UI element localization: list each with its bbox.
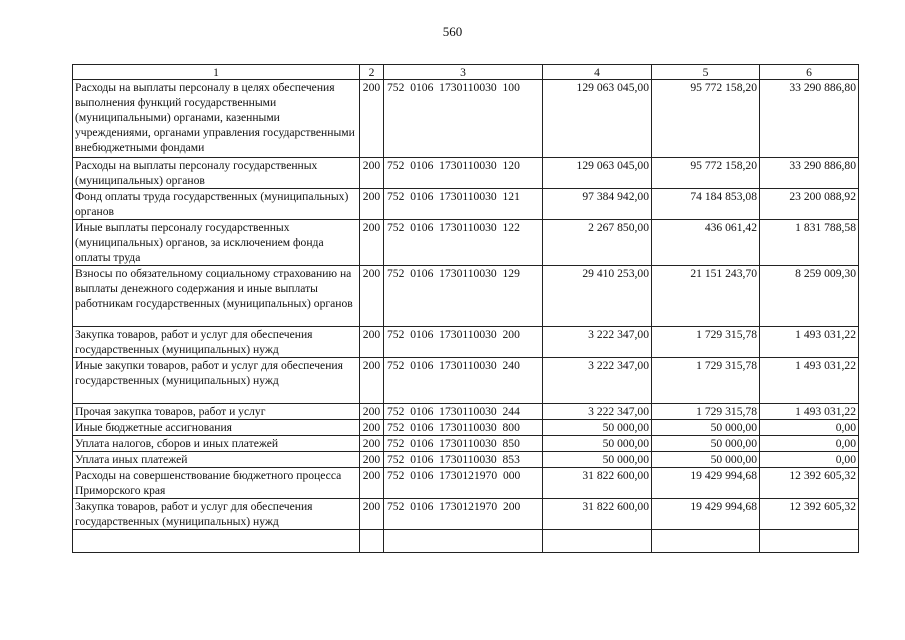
- row-code-cell: 200: [360, 266, 384, 327]
- table-row: [73, 220, 859, 266]
- row-value-col6-cell: 12 392 605,32: [760, 499, 859, 530]
- empty-cell: [384, 530, 543, 553]
- row-code-cell: 200: [360, 80, 384, 158]
- row-value-col4-cell: 50 000,00: [543, 420, 652, 436]
- table-row: [73, 189, 859, 220]
- row-name-cell: Уплата налогов, сборов и иных платежей: [73, 436, 360, 452]
- row-name-cell: Закупка товаров, работ и услуг для обеспечения государственных (муниципальных) нужд: [73, 499, 360, 530]
- row-name-cell: Закупка товаров, работ и услуг для обеспечения государственных (муниципальных) нужд: [73, 327, 360, 358]
- empty-cell: [543, 530, 652, 553]
- row-classification-cell: 752 0106 1730110030 121: [384, 189, 543, 220]
- row-name-cell: Расходы на выплаты персоналу в целях обеспечения выполнения функций государственными (муниципальными) органами, казенными учреждениями, органами управления государственными внебюджетными фондами: [73, 80, 360, 158]
- row-value-col4-cell: 3 222 347,00: [543, 327, 652, 358]
- row-value-col5-cell: 21 151 243,70: [652, 266, 760, 327]
- row-name-cell: Уплата иных платежей: [73, 452, 360, 468]
- row-code-cell: 200: [360, 158, 384, 189]
- row-value-col4-cell: 29 410 253,00: [543, 266, 652, 327]
- row-value-col4-cell: 50 000,00: [543, 452, 652, 468]
- row-value-col5-cell: 1 729 315,78: [652, 327, 760, 358]
- row-value-col6-cell: 1 493 031,22: [760, 358, 859, 404]
- row-value-col5-cell: 1 729 315,78: [652, 358, 760, 404]
- row-value-col5-cell: 19 429 994,68: [652, 499, 760, 530]
- row-value-col4-cell: 129 063 045,00: [543, 80, 652, 158]
- row-value-col5-cell: 50 000,00: [652, 452, 760, 468]
- budget-table-body: [73, 65, 859, 553]
- row-value-col4-cell: 50 000,00: [543, 436, 652, 452]
- row-value-col4-cell: 31 822 600,00: [543, 499, 652, 530]
- row-classification-cell: 752 0106 1730121970 000: [384, 468, 543, 499]
- table-row: [73, 436, 859, 452]
- row-code-cell: 200: [360, 358, 384, 404]
- table-row: [73, 358, 859, 404]
- row-code-cell: 200: [360, 327, 384, 358]
- table-row: [73, 452, 859, 468]
- row-value-col5-cell: 19 429 994,68: [652, 468, 760, 499]
- row-name-cell: Иные закупки товаров, работ и услуг для обеспечения государственных (муниципальных) нужд: [73, 358, 360, 404]
- empty-row: [73, 530, 859, 553]
- row-value-col4-cell: 2 267 850,00: [543, 220, 652, 266]
- row-value-col5-cell: 95 772 158,20: [652, 80, 760, 158]
- row-classification-cell: 752 0106 1730110030 800: [384, 420, 543, 436]
- table-row: [73, 158, 859, 189]
- row-name-cell: Расходы на совершенствование бюджетного процесса Приморского края: [73, 468, 360, 499]
- row-code-cell: 200: [360, 420, 384, 436]
- table-row: [73, 266, 859, 327]
- row-value-col4-cell: 3 222 347,00: [543, 404, 652, 420]
- row-value-col5-cell: 95 772 158,20: [652, 158, 760, 189]
- table-row: [73, 499, 859, 530]
- row-classification-cell: 752 0106 1730110030 200: [384, 327, 543, 358]
- row-code-cell: 200: [360, 452, 384, 468]
- row-name-cell: Фонд оплаты труда государственных (муниципальных) органов: [73, 189, 360, 220]
- row-classification-cell: 752 0106 1730110030 240: [384, 358, 543, 404]
- row-value-col4-cell: 31 822 600,00: [543, 468, 652, 499]
- row-classification-cell: 752 0106 1730110030 853: [384, 452, 543, 468]
- row-value-col6-cell: 0,00: [760, 452, 859, 468]
- row-value-col6-cell: 33 290 886,80: [760, 80, 859, 158]
- row-classification-cell: 752 0106 1730110030 120: [384, 158, 543, 189]
- row-value-col6-cell: 1 493 031,22: [760, 327, 859, 358]
- row-value-col6-cell: 8 259 009,30: [760, 266, 859, 327]
- row-classification-cell: 752 0106 1730110030 244: [384, 404, 543, 420]
- row-classification-cell: 752 0106 1730110030 100: [384, 80, 543, 158]
- row-name-cell: Взносы по обязательному социальному страхованию на выплаты денежного содержания и иные выплаты работникам государственных (муниципальных) органов: [73, 266, 360, 327]
- row-classification-cell: 752 0106 1730110030 122: [384, 220, 543, 266]
- row-code-cell: 200: [360, 404, 384, 420]
- row-value-col4-cell: 3 222 347,00: [543, 358, 652, 404]
- row-code-cell: 200: [360, 468, 384, 499]
- row-classification-cell: 752 0106 1730110030 129: [384, 266, 543, 327]
- row-classification-cell: 752 0106 1730121970 200: [384, 499, 543, 530]
- header-col-5: 5: [652, 65, 760, 80]
- row-value-col6-cell: 23 200 088,92: [760, 189, 859, 220]
- row-value-col6-cell: 1 493 031,22: [760, 404, 859, 420]
- table-row: [73, 327, 859, 358]
- row-value-col6-cell: 33 290 886,80: [760, 158, 859, 189]
- row-value-col4-cell: 129 063 045,00: [543, 158, 652, 189]
- row-name-cell: Расходы на выплаты персоналу государственных (муниципальных) органов: [73, 158, 360, 189]
- row-value-col6-cell: 12 392 605,32: [760, 468, 859, 499]
- empty-cell: [760, 530, 859, 553]
- row-value-col6-cell: 0,00: [760, 420, 859, 436]
- header-row: [73, 65, 859, 80]
- row-code-cell: 200: [360, 220, 384, 266]
- row-code-cell: 200: [360, 436, 384, 452]
- header-col-1: 1: [73, 65, 360, 80]
- header-col-3: 3: [384, 65, 543, 80]
- row-name-cell: Прочая закупка товаров, работ и услуг: [73, 404, 360, 420]
- row-value-col5-cell: 1 729 315,78: [652, 404, 760, 420]
- empty-cell: [73, 530, 360, 553]
- row-code-cell: 200: [360, 189, 384, 220]
- table-row: [73, 420, 859, 436]
- empty-cell: [652, 530, 760, 553]
- table-row: [73, 80, 859, 158]
- page-number: 560: [442, 24, 463, 39]
- row-name-cell: Иные бюджетные ассигнования: [73, 420, 360, 436]
- table-row: [73, 404, 859, 420]
- header-col-6: 6: [760, 65, 859, 80]
- row-value-col5-cell: 50 000,00: [652, 420, 760, 436]
- row-value-col5-cell: 436 061,42: [652, 220, 760, 266]
- row-value-col6-cell: 0,00: [760, 436, 859, 452]
- header-col-4: 4: [543, 65, 652, 80]
- row-value-col5-cell: 50 000,00: [652, 436, 760, 452]
- row-code-cell: 200: [360, 499, 384, 530]
- row-value-col4-cell: 97 384 942,00: [543, 189, 652, 220]
- row-name-cell: Иные выплаты персоналу государственных (муниципальных) органов, за исключением фонда оплаты труда: [73, 220, 360, 266]
- header-col-2: 2: [360, 65, 384, 80]
- row-value-col6-cell: 1 831 788,58: [760, 220, 859, 266]
- empty-cell: [360, 530, 384, 553]
- budget-table: [72, 64, 859, 553]
- table-row: [73, 468, 859, 499]
- row-value-col5-cell: 74 184 853,08: [652, 189, 760, 220]
- row-classification-cell: 752 0106 1730110030 850: [384, 436, 543, 452]
